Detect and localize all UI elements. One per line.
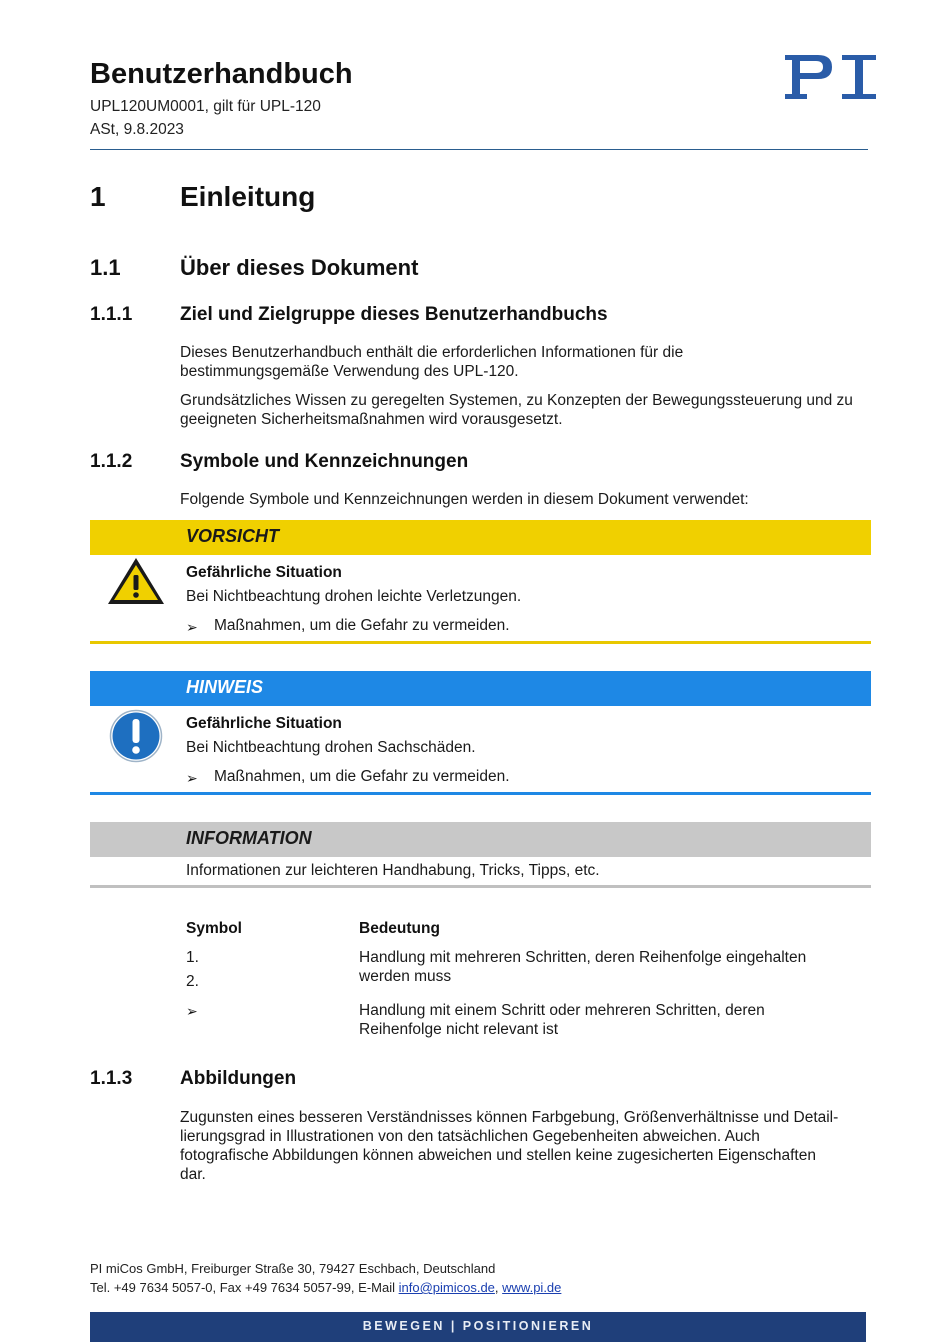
paragraph-line: Grundsätzliches Wissen zu geregelten Systemen, zu Konzepten der Bewegungssteuerung und zu <box>180 392 853 409</box>
caution-text: Bei Nichtbeachtung drohen leichte Verletzungen. <box>186 588 522 605</box>
arrow-bullet-icon: ➢ <box>186 619 198 635</box>
information-bar <box>90 822 871 857</box>
arrow-bullet-icon: ➢ <box>186 1003 198 1019</box>
paragraph-line: lierungsgrad in Illustrationen von den tatsächlichen Gegebenheiten abweichen. Auch <box>180 1128 760 1145</box>
exclamation-circle-icon <box>109 709 163 763</box>
warning-triangle-icon <box>106 556 166 606</box>
paragraph-line: fotografische Abbildungen können abweichen und stellen keine zugesicherten Eigenschaften <box>180 1147 816 1164</box>
document-title: Benutzerhandbuch <box>90 58 353 90</box>
subsection-number: 1.1.3 <box>90 1068 133 1089</box>
notice-heading: Gefährliche Situation <box>186 715 342 732</box>
arrow-bullet-icon: ➢ <box>186 770 198 786</box>
paragraph-line: Folgende Symbole und Kennzeichnungen werden in diesem Dokument verwendet: <box>180 491 749 508</box>
footer-slogan: BEWEGEN | POSITIONIEREN <box>362 1319 594 1333</box>
section-title: Über dieses Dokument <box>180 255 419 280</box>
subsection-title: Abbildungen <box>180 1068 297 1089</box>
paragraph-line: Dieses Benutzerhandbuch enthält die erforderlichen Informationen für die <box>180 344 684 361</box>
table-cell-meaning: Handlung mit einem Schritt oder mehreren Schritten, deren <box>359 1002 765 1019</box>
footer-separator: , <box>494 1280 503 1295</box>
table-cell-meaning: Reihenfolge nicht relevant ist <box>359 1021 559 1038</box>
notice-text: Bei Nichtbeachtung drohen Sachschäden. <box>186 739 476 756</box>
subsection-title: Ziel und Zielgruppe dieses Benutzerhandbuchs <box>180 304 608 325</box>
notice-bar <box>90 671 871 706</box>
caution-heading: Gefährliche Situation <box>186 564 342 581</box>
subsection-title: Symbole und Kennzeichnungen <box>180 451 469 472</box>
table-cell-symbol: 2. <box>186 973 199 990</box>
information-bottom-rule <box>90 885 871 888</box>
paragraph-line: geeigneten Sicherheitsmaßnahmen wird vorausgesetzt. <box>180 411 563 428</box>
table-header-symbol: Symbol <box>186 920 242 937</box>
paragraph-line: dar. <box>180 1166 206 1183</box>
information-text: Informationen zur leichteren Handhabung, Tricks, Tipps, etc. <box>186 862 600 879</box>
subsection-number: 1.1.1 <box>90 304 133 325</box>
caution-label: VORSICHT <box>186 526 280 546</box>
paragraph-line: Zugunsten eines besseren Verständnisses können Farbgebung, Größenverhältnisse und Detail- <box>180 1109 839 1126</box>
section-number: 1.1 <box>90 255 121 280</box>
document-id: UPL120UM0001, gilt für UPL-120 <box>90 98 321 115</box>
subsection-number: 1.1.2 <box>90 451 133 472</box>
chapter-title: Einleitung <box>180 181 316 212</box>
pi-logo <box>782 52 878 102</box>
caution-bottom-rule <box>90 641 871 644</box>
table-cell-meaning: Handlung mit mehreren Schritten, deren Reihenfolge eingehalten <box>359 949 807 966</box>
footer-slogan-bar <box>90 1312 866 1342</box>
caution-action: Maßnahmen, um die Gefahr zu vermeiden. <box>214 617 510 634</box>
notice-label: HINWEIS <box>186 677 264 697</box>
table-cell-symbol: 1. <box>186 949 199 966</box>
information-label: INFORMATION <box>186 828 312 848</box>
notice-action: Maßnahmen, um die Gefahr zu vermeiden. <box>214 768 510 785</box>
footer-contact-prefix: Tel. +49 7634 5057-0, Fax +49 7634 5057-99, E-Mail <box>90 1280 399 1295</box>
footer-address: PI miCos GmbH, Freiburger Straße 30, 79427 Eschbach, Deutschland <box>90 1261 496 1276</box>
email-link[interactable]: info@pimicos.de <box>398 1280 495 1295</box>
caution-bar <box>90 520 871 555</box>
table-header-meaning: Bedeutung <box>359 920 440 937</box>
paragraph-line: bestimmungsgemäße Verwendung des UPL-120. <box>180 363 519 380</box>
notice-bottom-rule <box>90 792 871 795</box>
author-date: ASt, 9.8.2023 <box>90 121 184 138</box>
table-cell-meaning: werden muss <box>359 968 452 985</box>
footer-contact <box>90 1280 561 1295</box>
website-link[interactable]: www.pi.de <box>502 1280 562 1295</box>
header-rule <box>90 149 868 150</box>
chapter-number: 1 <box>90 181 106 212</box>
